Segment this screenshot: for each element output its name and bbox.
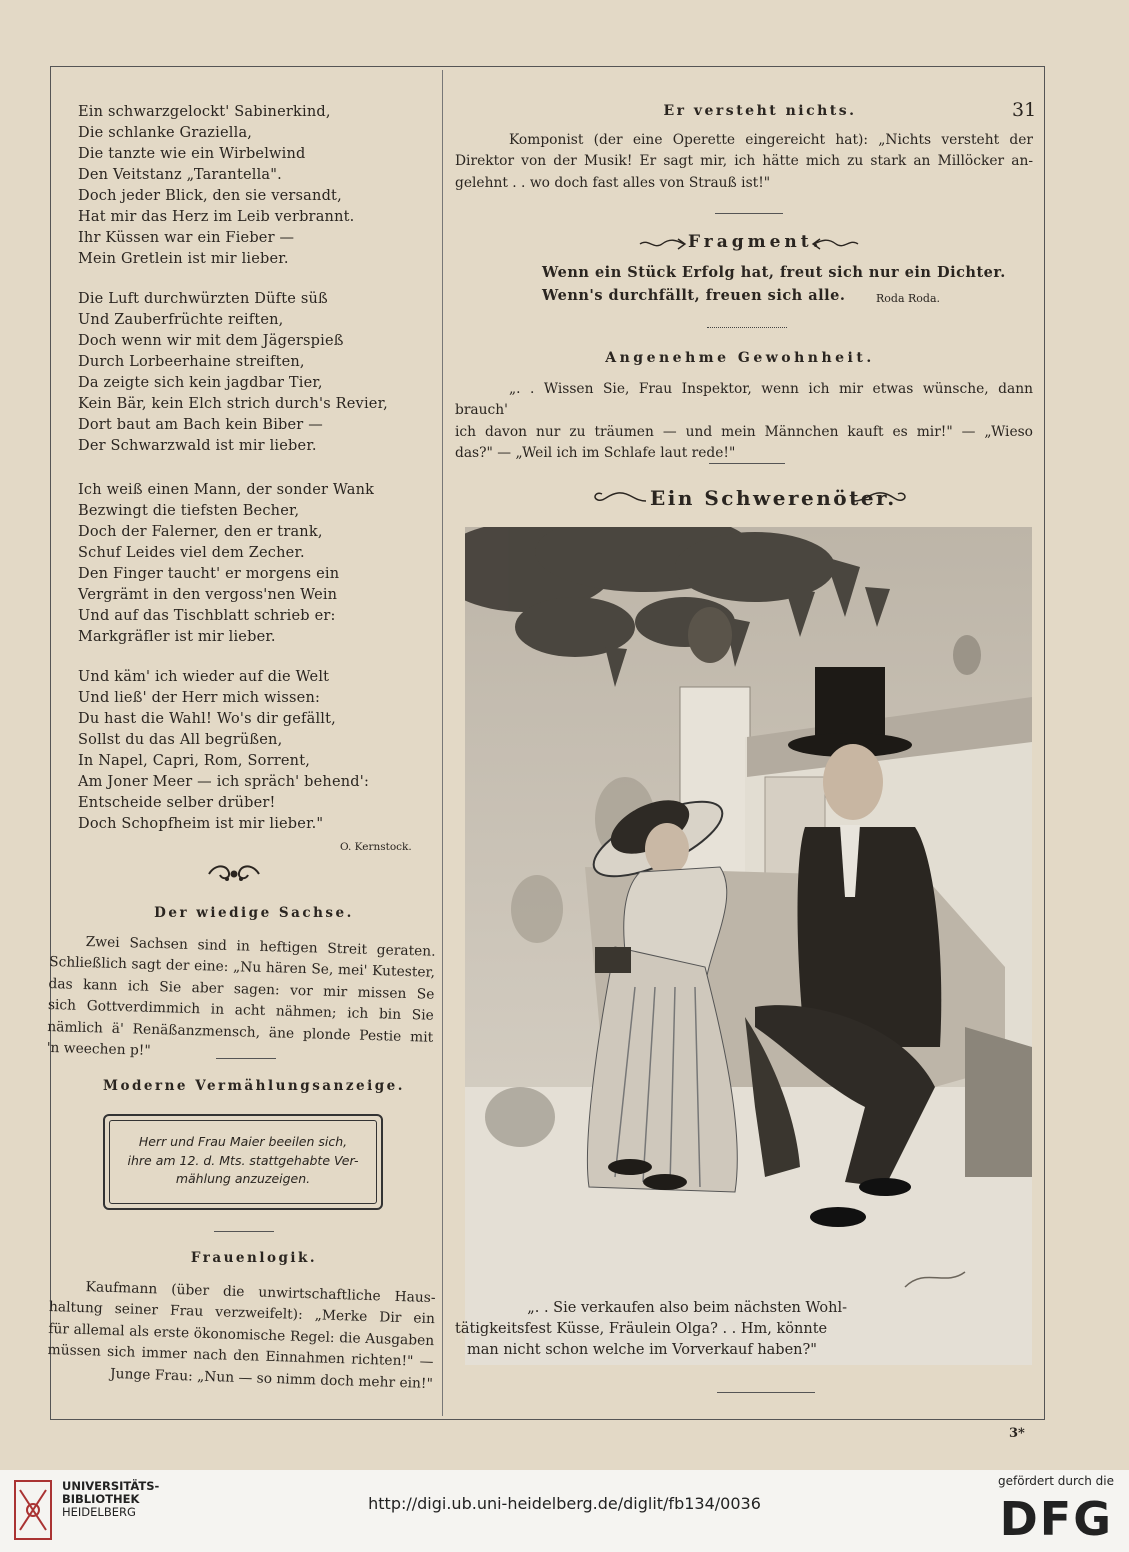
gewohnheit-heading: Angenehme Gewohnheit. [605,350,875,366]
sachse-line: sich Gottverdimmich in acht nähmen; ich bin Sie [47,997,435,1024]
versteht-heading: Er versteht nichts. [663,103,857,119]
funding-note: gefördert durch die [998,1474,1114,1488]
marriage-notice-box [103,1114,383,1210]
library-name-line: HEIDELBERG [62,1505,136,1519]
frauenlogik-heading: Frauenlogik. [190,1250,318,1266]
fragment-author: Roda Roda. [876,292,941,305]
poem-line: Bezwingt die tiefsten Becher, [78,503,300,519]
versteht-line: Komponist (der eine Operette eingereicht hat): „Nichts versteht der [509,132,1033,148]
gewohnheit-line: „. . Wissen Sie, Frau Inspektor, wenn ich mir etwas wünsche, dann brauch' [455,381,1033,419]
divider [214,1231,274,1232]
poem-line: Da zeigte sich kein jagdbar Tier, [78,375,323,391]
schwerenoeter-heading: Ein Schwerenöter. [650,486,897,510]
frauenlogik-paragraph [47,1276,436,1395]
sachse-line: das kann ich Sie aber sagen: vor mir missen Se [48,975,435,1003]
column-rule [442,70,443,1416]
fragment-heading: Fragment. [688,232,823,252]
gewohnheit-paragraph [455,379,1033,465]
versteht-line: gelehnt . . wo doch fast alles von Strauß ist!" [455,174,771,191]
frauenlogik-line: für allemal als erste ökonomische Regel: die Ausgaben [48,1320,435,1349]
poem-line: Und ließ' der Herr mich wissen: [78,690,321,706]
poem-line: Doch wenn wir mit dem Jägerspieß [78,333,344,349]
poem-line: Markgräfler ist mir lieber. [78,629,276,645]
gewohnheit-line: das?" — „Weil ich im Schlafe laut rede!" [455,445,736,462]
poem-line: Die tanzte wie ein Wirbelwind [78,146,306,162]
poem-line: Ihr Küssen war ein Fieber — [78,230,295,246]
sachse-line: 'n weechen p!" [46,1039,151,1059]
caption-line: tätigkeitsfest Küsse, Fräulein Olga? . . Hm, könnte [455,1321,828,1337]
dfg-logo: DFG [999,1492,1113,1546]
sachse-line: Schließlich sagt der eine: „Nu hären Se, mei' Kutester, [48,954,436,982]
divider [707,327,787,328]
gewohnheit-line: ich davon nur zu träumen — und mein Männchen kauft es mir!" — „Wieso [455,423,1033,440]
illustration-caption [455,1298,855,1361]
versteht-paragraph [455,130,1033,194]
source-url-link[interactable]: http://digi.ub.uni-heidelberg.de/diglit/fb134/0036 [368,1494,761,1513]
poem-line: Der Schwarzwald ist mir lieber. [78,438,317,454]
sachse-paragraph [46,931,435,1070]
divider [717,1392,815,1393]
poem-line: Sollst du das All begrüßen, [78,732,283,748]
poem-line: Am Joner Meer — ich spräch' behend': [78,774,370,790]
divider [709,463,785,464]
poem-line: Doch der Falerner, den er trank, [78,524,323,540]
fragment-line-2: Wenn's durchfällt, freuen sich alle. [542,287,846,304]
frauenlogik-line: müssen sich immer nach den Einnahmen richten!" — [47,1342,434,1371]
illustration-drawing [465,527,1032,1365]
right-arrow-ornament-icon [810,236,860,252]
poem-line: Vergrämt in den vergoss'nen Wein [78,587,338,603]
sachse-heading: Der wiedige Sachse. [154,905,354,921]
frauenlogik-line: Kaufmann (über die unwirtschaftliche Haus- [85,1279,436,1307]
sachse-line: Zwei Sachsen sind in heftigen Streit geraten. [85,934,436,960]
poem-line: Durch Lorbeerhaine streiften, [78,354,305,370]
poem-line: Und auf das Tischblatt schrieb er: [78,608,336,624]
library-name-line: BIBLIOTHEK [62,1492,140,1506]
poem-line: Und käm' ich wieder auf die Welt [78,669,330,685]
frauenlogik-line: haltung seiner Frau verzweifelt): „Merke Dir ein [48,1299,436,1328]
poem-line: In Napel, Capri, Rom, Sorrent, [78,753,311,769]
poem-line: Den Veitstanz „Tarantella". [78,167,282,183]
library-name-line: UNIVERSITÄTS- [62,1479,160,1493]
poem-line: Dort baut am Bach kein Biber — [78,417,323,433]
page-number: 31 [1012,99,1037,121]
divider [216,1058,276,1059]
poem-line: Hat mir das Herz im Leib verbrannt. [78,209,355,225]
library-footer [0,1470,1129,1552]
poem-line: Kein Bär, kein Elch strich durch's Revier, [78,396,388,412]
moderne-heading: Moderne Vermählungsanzeige. [103,1078,405,1094]
poem-line: Den Finger taucht' er morgens ein [78,566,340,582]
poem-line: Entscheide selber drüber! [78,795,276,811]
notice-line: mählung anzuzeigen. [175,1171,311,1186]
left-arrow-ornament-icon [638,236,688,252]
notice-line: ihre am 12. d. Mts. stattgehabte Ver- [127,1152,359,1168]
frauenlogik-line: Junge Frau: „Nun — so nimm doch mehr ein!" [109,1365,434,1392]
caption-line: man nicht schon welche im Vorverkauf haben?" [467,1342,817,1358]
right-flourish-icon [852,488,910,508]
sachse-line: nämlich ä' Renäßanzmensch, äne plonde Pestie mit [47,1018,434,1046]
fragment-line-1: Wenn ein Stück Erfolg hat, freut sich nur ein Dichter. [542,264,1006,281]
poem-line: Ich weiß einen Mann, der sonder Wank [78,482,375,498]
poem-line: Die schlanke Graziella, [78,125,253,141]
caption-line: „. . Sie verkaufen also beim nächsten Wohl- [527,1300,847,1316]
sheet-signature: 3* [1009,1426,1025,1441]
poem-line: Ein schwarzgelockt' Sabinerkind, [78,104,331,120]
poem-line: Die Luft durchwürzten Düfte süß [78,291,328,307]
left-flourish-icon [590,488,648,508]
poem-line: Doch Schopfheim ist mir lieber." [78,816,324,832]
notice-line: Herr und Frau Maier beeilen sich, [138,1134,348,1149]
poem-line: Doch jeder Blick, den sie versandt, [78,188,342,204]
poem-line: Und Zauberfrüchte reiften, [78,312,284,328]
poem-line: Schuf Leides viel dem Zecher. [78,545,305,561]
poem-author: O. Kernstock. [340,841,412,853]
illustration-man-woman-bench [465,527,1032,1365]
poem-line: Mein Gretlein ist mir lieber. [78,251,289,267]
versteht-line: Direktor von der Musik! Er sagt mir, ich hätte mich zu stark an Millöcker an- [455,153,1033,170]
ornament-icon [205,862,263,884]
divider [715,213,783,214]
poem-line: Du hast die Wahl! Wo's dir gefällt, [78,711,336,727]
